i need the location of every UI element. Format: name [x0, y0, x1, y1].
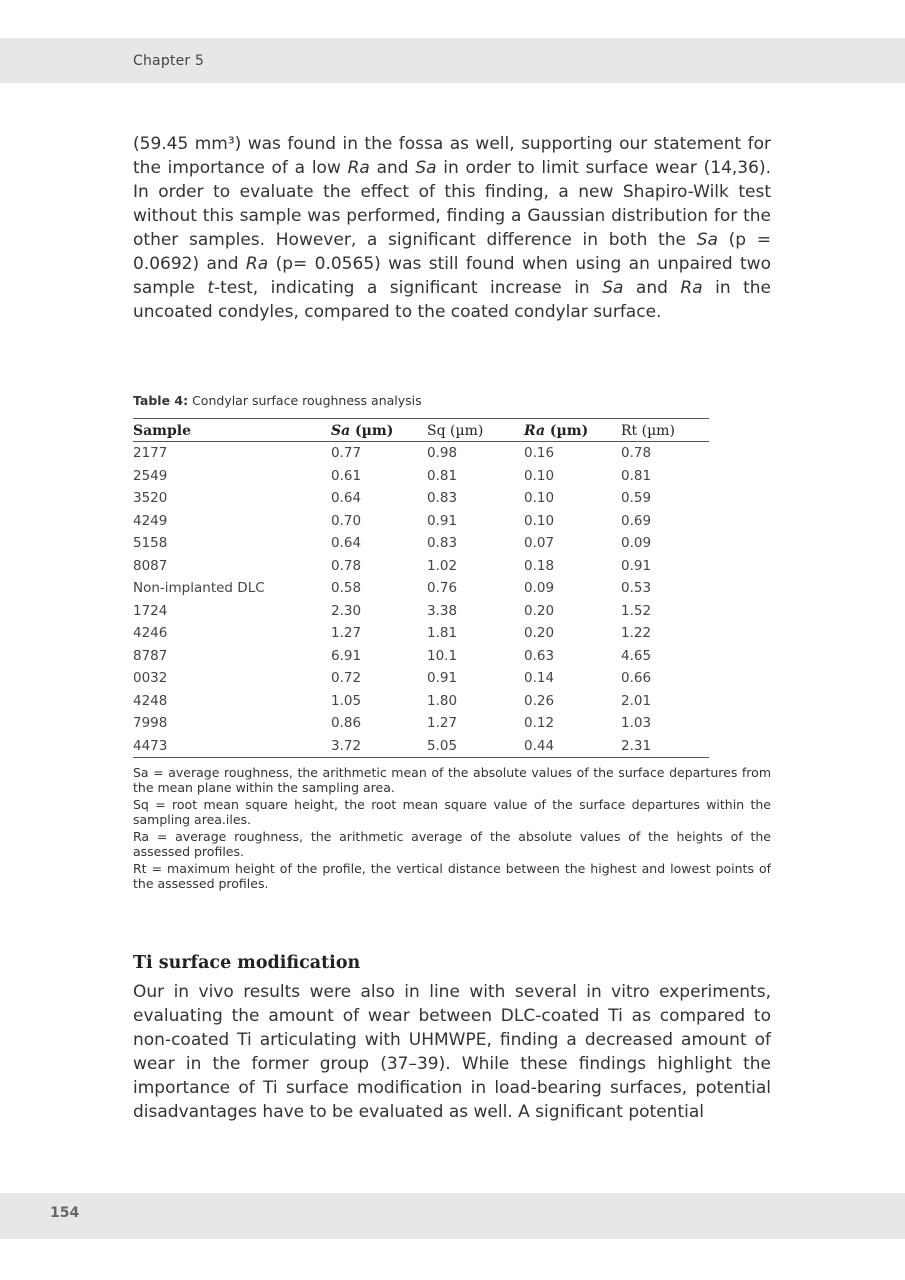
text-segment: -test, indicating a significant increase in	[213, 278, 603, 298]
cell-sample: 7998	[133, 715, 168, 731]
cell-rt: 0.81	[621, 467, 652, 484]
text-segment: and	[369, 158, 416, 178]
table-row	[133, 667, 709, 690]
text-segment: (59.45 mm³) was found in the fossa as well, supporting our statement for the importance of a low	[133, 134, 771, 178]
cell-sq: 0.98	[427, 445, 458, 461]
text-segment: Ra	[245, 254, 269, 274]
cell-rt: 2.31	[621, 737, 652, 754]
cell-sq: 0.91	[427, 670, 458, 686]
cell-sample: 4473	[133, 737, 168, 754]
cell-ra: 0.63	[524, 647, 555, 664]
cell-ra: 0.10	[524, 512, 555, 529]
text-segment: in order to limit surface wear (14,36). In order to evaluate the effect of this finding, a new Shapiro-Wilk test without this sample was performed, finding a Gaussian distribution for the other samples. However, a significant difference in both the	[133, 158, 771, 250]
text-segment: Ra	[680, 278, 703, 298]
cell-ra: 0.07	[524, 535, 555, 551]
cell-rt: 0.66	[621, 670, 652, 686]
column-header-sample: Sample	[133, 422, 192, 439]
cell-sa: 0.78	[331, 557, 362, 574]
text-segment: Sa	[602, 278, 624, 298]
cell-sq: 0.81	[427, 467, 458, 484]
cell-sa: 1.05	[331, 692, 362, 709]
cell-rt: 0.59	[621, 490, 652, 506]
cell-sample: 4246	[133, 625, 168, 641]
table-row	[133, 622, 709, 645]
cell-rt: 4.65	[621, 647, 652, 664]
cell-sample: 4249	[133, 512, 168, 529]
table-row	[133, 645, 709, 668]
table-row	[133, 465, 709, 488]
chapter-label: Chapter 5	[133, 53, 205, 69]
sa-symbol: Sa	[331, 422, 351, 439]
cell-sa: 6.91	[331, 647, 362, 664]
cell-sa: 0.72	[331, 670, 362, 686]
cell-sample: 4248	[133, 692, 168, 709]
cell-sample: 2177	[133, 445, 168, 461]
column-header-rt: Rt (µm)	[621, 422, 675, 439]
ra-symbol: Ra	[524, 422, 546, 439]
cell-rt: 0.69	[621, 512, 652, 529]
body-paragraph-2: Our in vivo results were also in line with several in vitro experiments, evaluating the amount of wear between DLC-coated Ti as compared to non-coated Ti articulating with UHMWPE, finding a decreased amount of wear in the former group (37–39). While these findings highlight the importance of Ti surface modification in load-bearing surfaces, potential disadvantages have to be evaluated as well. A significant potential	[133, 982, 771, 1122]
table-row	[133, 712, 709, 735]
cell-sq: 0.83	[427, 535, 458, 551]
note-ra: Ra = average roughness, the arithmetic average of the absolute values of the heights of the assessed profiles.	[133, 829, 771, 859]
cell-ra: 0.26	[524, 692, 555, 709]
cell-sa: 0.58	[331, 580, 362, 596]
cell-sq: 1.81	[427, 625, 458, 641]
table-row	[133, 555, 709, 578]
cell-sample: 3520	[133, 490, 168, 506]
sa-unit: (µm)	[350, 422, 394, 439]
table-row	[133, 442, 709, 465]
cell-rt: 1.52	[621, 602, 652, 619]
cell-ra: 0.10	[524, 467, 555, 484]
cell-sa: 0.70	[331, 512, 362, 529]
cell-rt: 1.03	[621, 715, 652, 731]
cell-sq: 5.05	[427, 737, 458, 754]
cell-rt: 0.53	[621, 580, 652, 596]
text-segment: Sa	[415, 158, 437, 178]
ra-unit: (µm)	[545, 422, 589, 439]
cell-ra: 0.09	[524, 580, 555, 596]
table-row	[133, 577, 709, 600]
table-row	[133, 510, 709, 533]
cell-sq: 0.76	[427, 580, 458, 596]
cell-sq: 10.1	[427, 647, 458, 664]
cell-rt: 1.22	[621, 625, 652, 641]
text-segment: Ra	[347, 158, 370, 178]
note-sq: Sq = root mean square height, the root mean square value of the surface departures within the sampling area.iles.	[133, 797, 771, 827]
cell-sa: 0.86	[331, 715, 362, 731]
cell-sa: 0.61	[331, 467, 362, 484]
cell-sq: 0.91	[427, 512, 458, 529]
text-segment: and	[623, 278, 681, 298]
cell-sample: 8087	[133, 557, 168, 574]
cell-sample: 1724	[133, 602, 168, 619]
cell-sq: 3.38	[427, 602, 458, 619]
table-notes	[133, 765, 771, 893]
cell-ra: 0.44	[524, 737, 555, 754]
table-row	[133, 532, 709, 555]
cell-ra: 0.14	[524, 670, 555, 686]
section-title: Ti surface modification	[133, 953, 361, 973]
cell-rt: 0.09	[621, 535, 652, 551]
column-header-sa	[331, 419, 427, 442]
footer-band	[0, 1193, 905, 1239]
cell-rt: 0.91	[621, 557, 652, 574]
roughness-table	[133, 418, 709, 758]
cell-sq: 1.80	[427, 692, 458, 709]
text-segment: in the uncoated condyles, compared to the coated condylar surface.	[133, 278, 772, 322]
table-row	[133, 600, 709, 623]
table-body	[133, 442, 709, 758]
cell-rt: 0.78	[621, 445, 652, 461]
text-segment: Sa	[696, 230, 718, 250]
cell-sq: 0.83	[427, 490, 458, 506]
cell-sa: 0.64	[331, 535, 362, 551]
cell-sample: 5158	[133, 535, 168, 551]
cell-sample: Non-implanted DLC	[133, 580, 265, 596]
table-caption	[133, 393, 422, 408]
cell-ra: 0.16	[524, 445, 555, 461]
cell-sa: 1.27	[331, 625, 362, 641]
table-row	[133, 487, 709, 510]
table-caption-text: Condylar surface roughness analysis	[188, 393, 422, 408]
note-sa: Sa = average roughness, the arithmetic mean of the absolute values of the surface departures from the mean plane within the sampling area.	[133, 765, 771, 795]
cell-sq: 1.27	[427, 715, 458, 731]
column-header-sq: Sq (µm)	[427, 422, 484, 439]
cell-ra: 0.18	[524, 557, 555, 574]
cell-ra: 0.12	[524, 715, 555, 731]
table-row	[133, 690, 709, 713]
cell-sa: 3.72	[331, 737, 362, 754]
body-paragraph-1	[133, 132, 771, 324]
table-row	[133, 735, 709, 758]
cell-ra: 0.10	[524, 490, 555, 506]
cell-rt: 2.01	[621, 692, 652, 709]
table-header-row	[133, 419, 709, 442]
cell-ra: 0.20	[524, 625, 555, 641]
table-caption-label: Table 4:	[133, 393, 189, 408]
cell-sample: 2549	[133, 467, 168, 484]
cell-ra: 0.20	[524, 602, 555, 619]
cell-sa: 2.30	[331, 602, 362, 619]
text-segment: (p = 0.0692) and	[133, 230, 771, 274]
page-number: 154	[50, 1205, 80, 1221]
text-segment: (p= 0.0565) was still found when using an unpaired two sample	[133, 254, 771, 298]
cell-sample: 8787	[133, 647, 168, 664]
cell-sq: 1.02	[427, 557, 458, 574]
cell-sa: 0.77	[331, 445, 362, 461]
column-header-ra	[524, 419, 621, 442]
note-rt: Rt = maximum height of the profile, the vertical distance between the highest and lowest points of the assessed profiles.	[133, 861, 771, 891]
text-segment: t	[207, 278, 214, 298]
cell-sa: 0.64	[331, 490, 362, 506]
cell-sample: 0032	[133, 670, 168, 686]
